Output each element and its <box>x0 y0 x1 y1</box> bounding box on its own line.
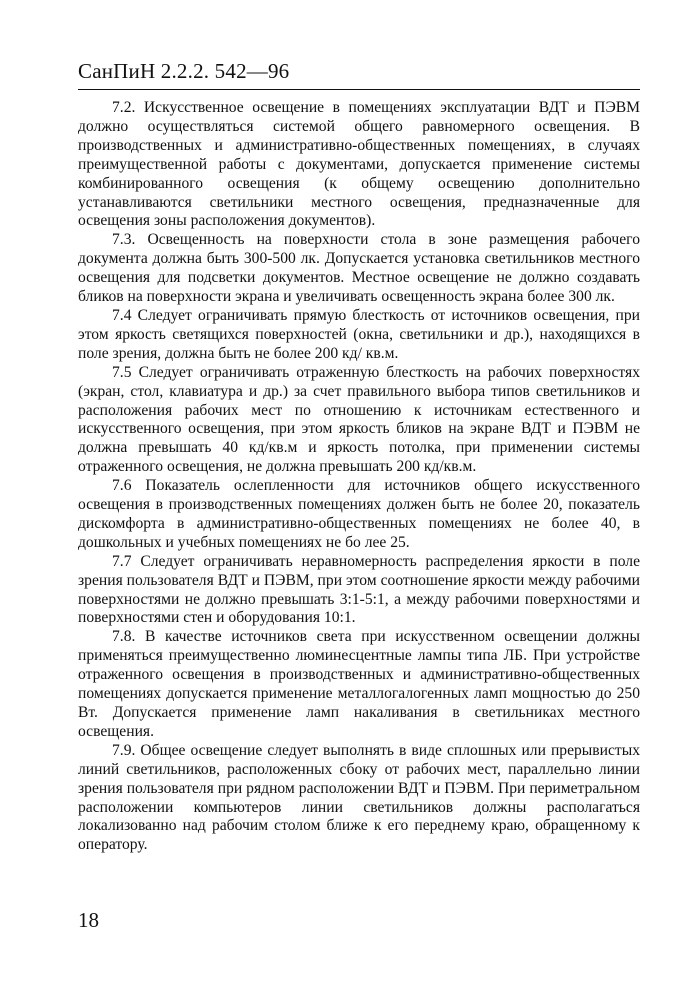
paragraph-7-3: 7.3. Освещенность на поверхности стола в зоне размещения рабочего документа должна быть 300-500 лк. Допускается установка светильников местного освещения для подсветки документов. Местное освещение не должно создавать бликов на поверхности экрана и увеличивать освещенность экрана более 300 лк. <box>78 231 640 306</box>
paragraph-7-8: 7.8. В качестве источников света при искусственном освещении должны применяться преимущественно люминесцентные лампы типа ЛБ. При устройстве отраженного освещения в производственных и административно-общественных помещениях допускается применение металлогалогенных ламп мощностью до 250 Вт. Допускается применение ламп накаливания в светильниках местного освещения. <box>78 628 640 740</box>
document-body <box>78 99 640 855</box>
paragraph-7-4: 7.4 Следует ограничивать прямую блесткость от источников освещения, при этом яркость светящихся поверхностей (окна, светильники и др.), находящихся в поле зрения, должна быть не более 200 кд/ кв.м. <box>78 306 640 362</box>
paragraph-7-9: 7.9. Общее освещение следует выполнять в виде сплошных или прерывистых линий светильников, расположенных сбоку от рабочих мест, параллельно линии зрения пользователя при рядном расположении ВДТ и ПЭВМ. При периметральном расположении компьютеров линии светильников должны располагаться локализованно над рабочим столом ближе к его переднему краю, обращенному к оператору. <box>78 741 640 854</box>
page-header-title: СанПиН 2.2.2. 542—96 <box>78 59 290 83</box>
page-number: 18 <box>78 908 99 932</box>
paragraph-7-6: 7.6 Показатель ослепленности для источников общего искусственного освещения в производственных помещениях должен быть не более 20, показатель дискомфорта в административно-общественных помещениях не более 40, в дошкольных и учебных помещениях не бо лее 25. <box>78 477 640 551</box>
paragraph-7-5: 7.5 Следует ограничивать отраженную блесткость на рабочих поверхностях (экран, стол, клавиатура и др.) за счет правильного выбора типов светильников и расположения рабочих мест по отношению к источникам естественного и искусственного освещения, при этом яркость бликов на экране ВДТ и ПЭВМ не должна превышать 40 кд/кв.м и яркость потолка, при применении системы отраженного освещения, не должна превышать 200 кд/кв.м. <box>78 363 640 476</box>
header-divider <box>78 89 640 90</box>
paragraph-7-2: 7.2. Искусственное освещение в помещениях эксплуатации ВДТ и ПЭВМ должно осуществляться системой общего равномерного освещения. В производственных и административно-общественных помещениях, в случаях преимущественной работы с документами, допускается применение системы комбинированного освещения (к общему освещению дополнительно устанавливаются светильники местного освещения, предназначенные для освещения зоны расположения документов). <box>78 99 640 230</box>
paragraph-7-7: 7.7 Следует ограничивать неравномерность распределения яркости в поле зрения пользователя ВДТ и ПЭВМ, при этом соотношение яркости между рабочими поверхностями не должно превышать 3:1-5:1, а между рабочими поверхностями и поверхностями стен и оборудования 10:1. <box>78 552 640 627</box>
